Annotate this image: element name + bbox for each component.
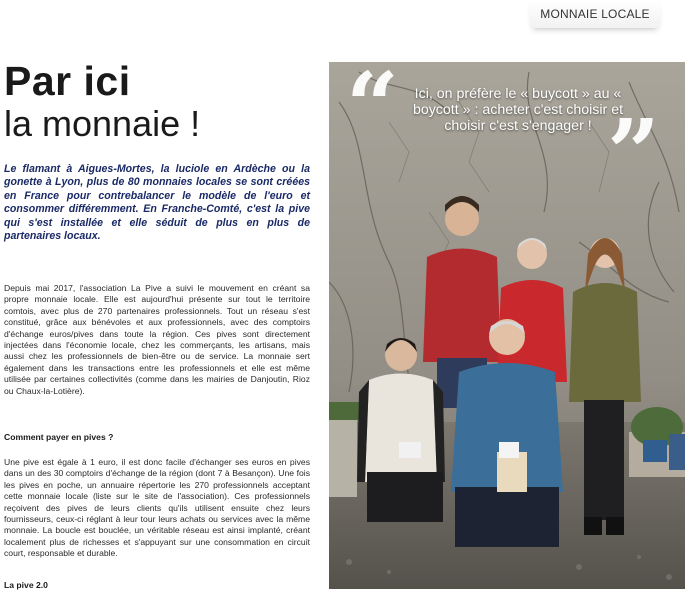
body-paragraph-1: Depuis mai 2017, l'association La Pive a suivi le mouvement en créant sa propre monnaie locale. Elle est aujourd'hui présente sur tout le territoire comtois, avec plus de 270 partenaires professionnels. Tout un réseau s'est constitué, grâce aux bénévoles et aux professionnels, avec des comptoirs d'échange euros/pives dans toute la région. Ces pives sont directement injectées dans l'économie locale, chez les commerçants, les artisans, mais aussi chez les professionnels de bien-être ou de service. La monnaie sert également dans les transactions entre les professionnels et elle est même utilisée par certaines collectivités (comme dans les mairies de Danjoutin, Rioz ou Chaux-la-Lotière).	[4, 283, 310, 396]
section-tag: MONNAIE LOCALE	[530, 0, 660, 28]
body-paragraph-2: Une pive est égale à 1 euro, il est donc facile d'échanger ses euros en pives dans un des 30 comptoirs d'échange de la région (dont 7 à Besançon). Une fois les pives en poche, un annuaire répertorie les 270 professionnels acceptant cette monnaie locale (liste sur le site de l'association). Ces professionnels reçoivent des pives de leurs clients qu'ils utilisent ensuite chez leurs fournisseurs, ceux-ci réglant à leur tour leurs achats ou services avec la même monnaie. La boucle est bouclée, un véritable réseau est ainsi implanté, créant localement plus de richesses et s'appuyant sur une consommation en circuit court, responsable et durable.	[4, 457, 310, 559]
headline-line-2: la monnaie !	[4, 103, 201, 144]
subheading-payer: Comment payer en pives ?	[4, 432, 114, 442]
lead-paragraph: Le flamant à Aigues-Mortes, la luciole en Ardèche ou la gonette à Lyon, plus de 80 monnaies locales se sont créées en France pour contrebalancer le modèle de l'euro et consommer différemment. En Franche-Comté, c'est la pive qui s'est installée et elle séduit de plus en plus de partenaires locaux.	[4, 163, 310, 243]
headline-line-1: Par ici	[4, 58, 131, 104]
open-quote-mark: “	[346, 52, 399, 160]
close-quote-mark: ”	[607, 99, 660, 207]
pull-quote: Ici, on préfère le « buycott » au « boycott » : acheter c'est choisir et choisir c'est s'engager !	[412, 86, 624, 134]
subheading-pive-2: La pive 2.0	[4, 580, 48, 590]
